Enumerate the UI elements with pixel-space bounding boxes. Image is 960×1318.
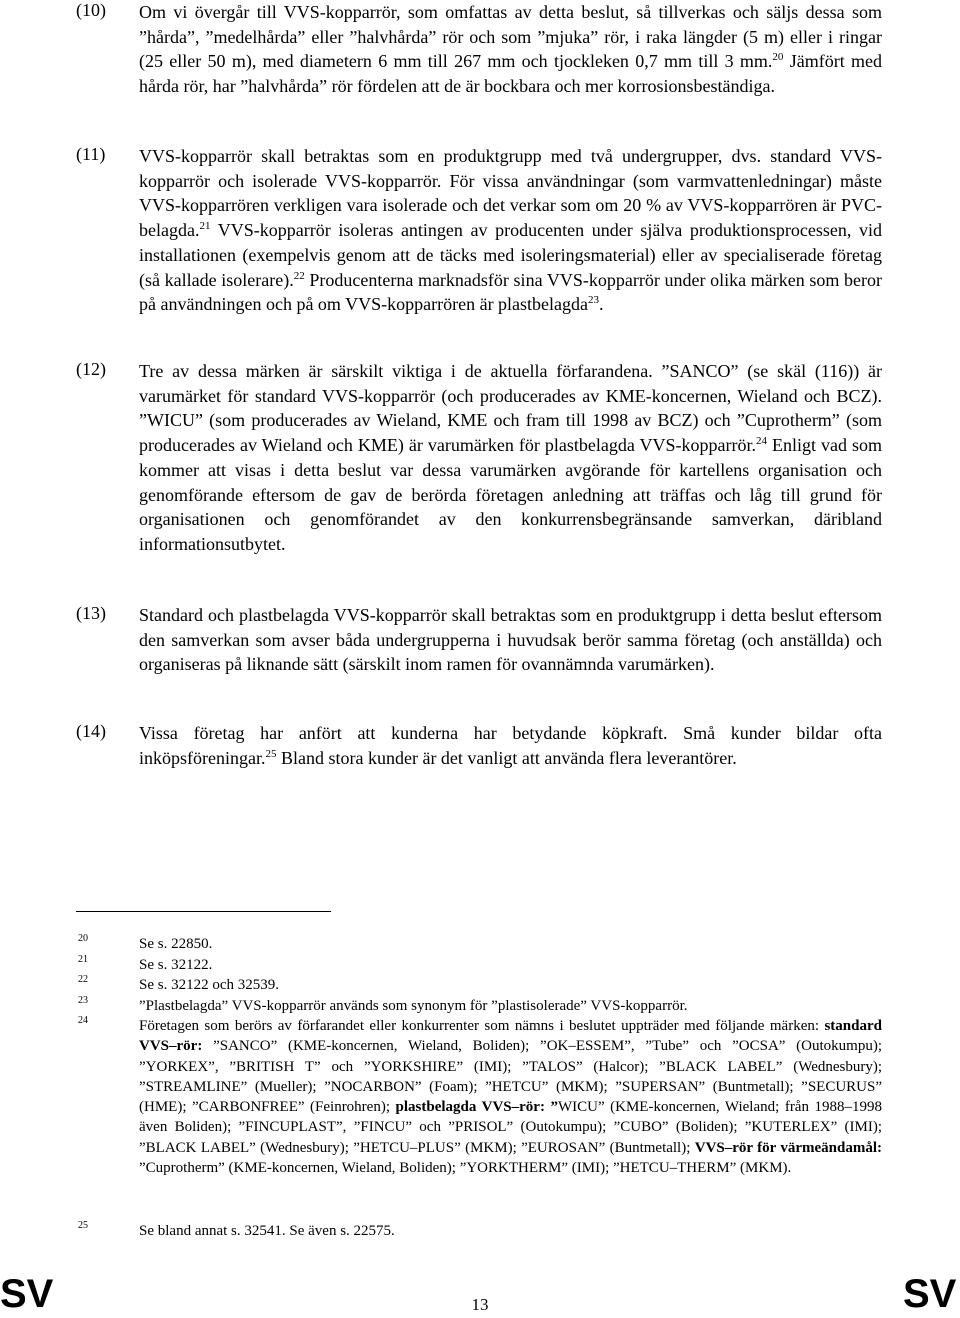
- text-run: Se s. 32122 och 32539.: [139, 977, 279, 993]
- text-run: Standard och plastbelagda VVS-kopparrör skall betraktas som en produktgrupp i detta beslut eftersom den samverkan som avser båda undergrupperna i huvudsak berör samma företag (och anställda) och organiseras på liknande sätt (särskilt inom ramen för ovannämnda varumärken).: [139, 605, 882, 675]
- paragraph-text: [139, 603, 882, 677]
- footnote-ref: 25: [265, 747, 277, 760]
- text-run: Jämfört med hårda rör, har ”halvhårda” rör fördelen att de är bockbara och mer korrosionsbeständiga.: [139, 51, 882, 97]
- bold-text: plastbelagda VVS–rör: ”: [395, 1099, 558, 1116]
- text-run: ”Plastbelagda” VVS-kopparrör används som synonym för ”plastisolerade” VVS-kopparrör.: [139, 998, 688, 1014]
- footnote-number: 20: [78, 933, 88, 944]
- paragraph-number: (14): [76, 721, 106, 741]
- paragraph-text: [139, 144, 882, 317]
- footnote-number: 23: [78, 995, 88, 1006]
- footnote-separator: [76, 911, 331, 912]
- footnote-number: 22: [78, 974, 88, 985]
- footnote-text: [139, 975, 882, 995]
- paragraph-number: (13): [76, 603, 106, 623]
- footnote-ref: 24: [755, 435, 767, 448]
- paragraph-number: (12): [76, 359, 106, 379]
- footnote-number: 21: [78, 954, 88, 965]
- footnote-number: 25: [78, 1220, 88, 1231]
- language-code-left: SV: [0, 1272, 54, 1316]
- text-run: .: [599, 294, 604, 315]
- bold-text: standard VVS–rör:: [139, 1018, 882, 1055]
- text-run: Vissa företag har anfört att kunderna har betydande köpkraft. Små kunder bildar ofta inköpsföreningar.: [139, 723, 882, 768]
- language-code-right: SV: [903, 1272, 957, 1316]
- text-run: VVS-kopparrör isoleras antingen av producenten under själva produktionsprocessen, vid installationen (exempelvis genom att de täcks med isoleringsmaterial) eller av specialiserade företag (så kallade isolerare).: [139, 220, 882, 290]
- text-run: Tre av dessa märken är särskilt viktiga i de aktuella förfarandena. ”SANCO” (se skäl (116)) är varumärket för standard VVS-kopparrör (och producerades av KME-koncernen, Wieland och BCZ). ”WICU” (som producerades av Wieland, KME och fram till 1998 av BCZ) och ”Cuprotherm” (som producerades av Wieland och KME) är varumärken för plastbelagda VVS-kopparrör.: [139, 361, 882, 456]
- paragraph-number: (10): [76, 0, 106, 20]
- footnote-ref: 22: [293, 269, 305, 282]
- text-run: Om vi övergår till VVS-kopparrör, som omfattas av detta beslut, så tillverkas och säljs dessa som ”hårda”, ”medelhårda” eller ”halvhårda” rör och som ”mjuka” rör, i raka längder (5 m) eller i ringar (25 eller 50 m), med diametern 6 mm till 267 mm och tjockleken 0,7 mm till 3 mm.: [139, 2, 882, 72]
- footnote-text: [139, 1016, 882, 1178]
- paragraph-text: [139, 359, 882, 557]
- footnote-ref: 23: [588, 294, 600, 307]
- paragraph-text: [139, 721, 882, 770]
- text-run: WICU” (KME-koncernen, Wieland; från 1988–1998 även Boliden); ”FINCUPLAST”, ”FINCU” och ”PRISOL” (Outokumpu); ”CUBO” (Boliden); ”KUTERLEX” (IMI); ”BLACK LABEL” (Wednesbury); ”HETCU–PLUS” (MKM); ”EUROSAN” (Buntmetall);: [139, 1099, 882, 1156]
- footnote-text: [139, 934, 882, 954]
- footnote-ref: 21: [199, 220, 211, 233]
- footnote-number: 24: [78, 1015, 88, 1026]
- text-run: Se s. 22850.: [139, 936, 213, 952]
- text-run: VVS-kopparrör skall betraktas som en produktgrupp med två undergrupper, dvs. standard VVS-kopparrör och isolerade VVS-kopparrör. För vissa användningar (som varmvattenledningar) måste VVS-kopparrören verkligen vara isolerade och det verkar som om 20 % av VVS-kopparrören är PVC-belagda.: [139, 146, 882, 241]
- paragraph-number: (11): [76, 144, 106, 164]
- text-run: Se bland annat s. 32541. Se även s. 22575.: [139, 1223, 395, 1239]
- paragraph-text: [139, 0, 882, 99]
- bold-text: VVS–rör för värmeändamål:: [694, 1139, 882, 1156]
- footnote-text: [139, 955, 882, 975]
- footnote-text: [139, 1221, 882, 1241]
- footnote-text: [139, 996, 882, 1016]
- text-run: Företagen som berörs av förfarandet eller konkurrenter som nämns i beslutet uppträder med följande märken:: [139, 1018, 825, 1034]
- text-run: Se s. 32122.: [139, 957, 213, 973]
- page-number: 13: [471, 1295, 489, 1314]
- text-run: ”SANCO” (KME-koncernen, Wieland, Boliden); ”OK–ESSEM”, ”Tube” och ”OCSA” (Outokumpu); ”YORKEX”, ”BRITISH T” och ”YORKSHIRE” (IMI); ”TALOS” (Halcor); ”BLACK LABEL” (Wednesbury); ”STREAMLINE” (Mueller); ”NOCARBON” (Foam); ”HETCU” (MKM); ”SUPERSAN” (Buntmetall); ”SECURUS” (HME); ”CARBONFREE” (Feinrohren);: [139, 1038, 882, 1116]
- text-run: Bland stora kunder är det vanligt att använda flera leverantörer.: [276, 747, 737, 768]
- text-run: Producenterna marknadsför sina VVS-kopparrör under olika märken som beror på användningen och på om VVS-kopparrören är plastbelagda: [139, 269, 882, 315]
- text-run: Enligt vad som kommer att visas i detta beslut var dessa varumärken avgörande för kartellens organisation och genomförande eftersom de gav de berörda företagen anledning att träffas och låg till grund för organisationen och genomförandet av den konkurrensbegränsande samverkan, däribland informationsutbytet.: [139, 435, 882, 554]
- footnote-ref: 20: [772, 51, 784, 64]
- text-run: ”Cuprotherm” (KME-koncernen, Wieland, Boliden); ”YORKTHERM” (IMI); ”HETCU–THERM” (MKM).: [139, 1160, 792, 1177]
